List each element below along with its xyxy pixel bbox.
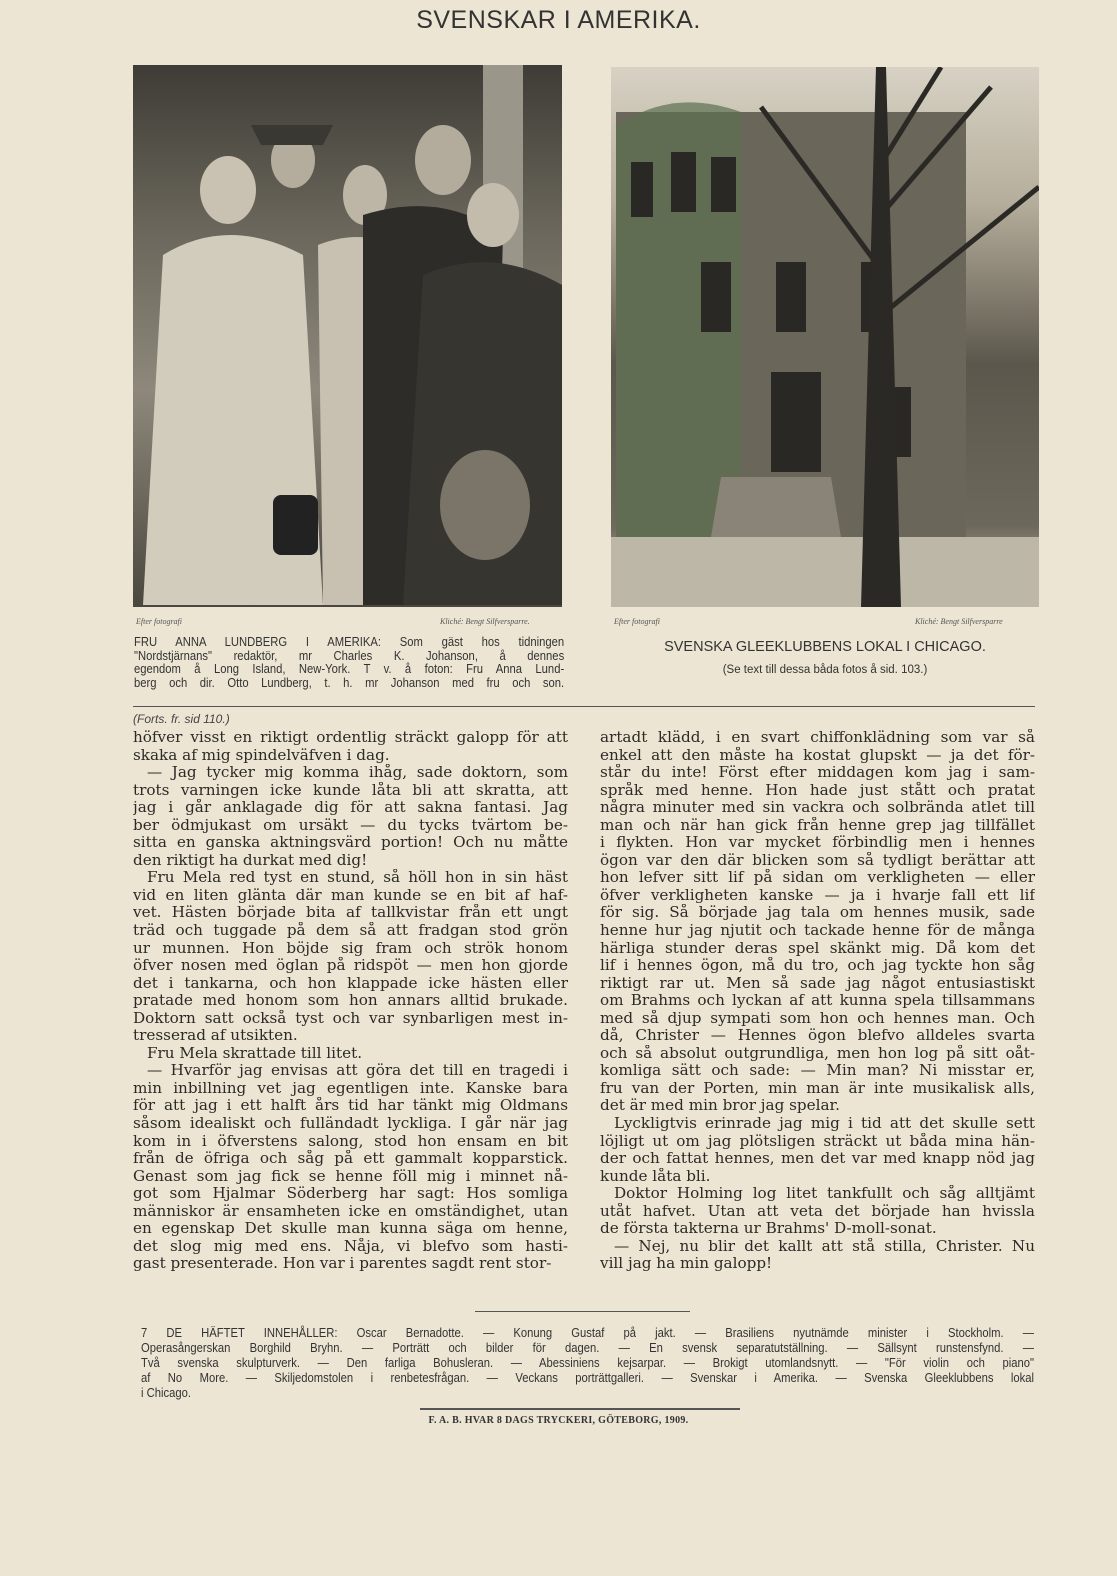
contents-line: Operasångerskan Borghild Bryhn. — Porträtt och bilder för dagen. — En svensk separatutställning. — Sällsynt runstensfynd. — — [141, 1341, 1034, 1355]
article-line: träd och tuggade på dem så att fradgan stod grön — [133, 922, 568, 940]
article-line: — Nej, nu blir det kallt att stå stilla, Christer. Nu — [614, 1237, 1035, 1255]
article-line: såsom idealiskt och fulländadt lyckliga. I går när jag — [133, 1115, 568, 1133]
article-line: för sig. Så började jag tala om hennes musik, sade — [600, 904, 1035, 922]
divider — [420, 1408, 740, 1410]
photo-credit-source-right: Efter fotografi — [614, 617, 660, 626]
article-line: det slog mig med ens. Nåja, vi blefvo som hasti- — [133, 1237, 568, 1255]
article-line: om Brahms och lyckan af att kunna spela tillsammans — [600, 992, 1035, 1010]
article-line: — Hvarför jag envisas att göra det till en tragedi i — [147, 1062, 568, 1080]
article-line: skaka af mig spindelväfven i dag. — [133, 746, 390, 764]
photo-lundberg-family — [133, 65, 562, 607]
article-line: från de öfriga och såg på ett gammalt kopparstick. — [133, 1150, 568, 1168]
article-line: ber ödmjukast om ursäkt — du tycks tvärtom be- — [133, 816, 568, 834]
article-line: man och när han gick från henne grep jag tillfället — [600, 816, 1035, 834]
article-line: hon lefver sitt lif på sidan om verkligheten — eller — [600, 869, 1035, 887]
article-line: Fru Mela red tyst en stund, så höll hon in sin häst — [147, 869, 568, 887]
page-title: SVENSKAR I AMERIKA. — [416, 6, 701, 34]
article-line: språk med henne. Hon hade just stått och pratat — [600, 781, 1035, 799]
article-line: öfver nosen med öglan på ridspöt — men hon gjorde — [133, 957, 568, 975]
contents-line: af No More. — Skiljedomstolen i renbetesfrågan. — Veckans porträttgalleri. — Svenskar i Amerika. — Svenska Gleeklubbens lokal — [141, 1371, 1034, 1385]
article-line: trots varningen icke kunde låta bli att skratta, att — [133, 781, 568, 799]
article-line: höfver visst en riktigt ordentlig sträckt galopp för att — [133, 729, 568, 746]
article-line: en egenskap Det skulle man kunna säga om henne, — [133, 1220, 568, 1238]
contents-line: 7 DE HÄFTET INNEHÅLLER: Oscar Bernadotte. — Konung Gustaf på jakt. — Brasiliens nyutnämde minister i Stockholm. — — [141, 1326, 1034, 1340]
article-line: Fru Mela skrattade till litet. — [147, 1044, 363, 1062]
printer-imprint: F. A. B. HVAR 8 DAGS TRYCKERI, GÖTEBORG, 1909. — [428, 1415, 689, 1426]
caption-left — [134, 636, 564, 690]
article-line: lif i hennes ögon, må du tro, och jag tyckte hon såg — [600, 957, 1035, 975]
article-line: utåt hafvet. Utan att veta det började han hvissla — [600, 1202, 1035, 1220]
article-line: de första takterna ur Brahms' D-moll-sonat. — [600, 1220, 937, 1238]
article-line: då, Christer — Hennes ögon blefvo alldeles svarta — [600, 1027, 1035, 1045]
article-line: Doktorn satt också tyst och var synbarligen mest in- — [133, 1009, 568, 1027]
caption-line: FRU ANNA LUNDBERG I AMERIKA: Som gäst hos tidningen — [134, 635, 565, 649]
article-line: vet. Hästen började bita af tallkvistar från ett ungt — [133, 904, 568, 922]
article-line: der och fattat hennes, men det var med knapp nöd jag — [600, 1150, 1035, 1168]
caption-right-title: SVENSKA GLEEKLUBBENS LOKAL I CHICAGO. — [664, 639, 986, 655]
article-line: komliga sätt och sade: — Min man? Ni misstar er, — [600, 1062, 1035, 1080]
article-line: min inbillning vet jag egentligen inte. Kanske bara — [133, 1079, 568, 1097]
caption-line: berg och dir. Otto Lundberg, t. h. mr Johanson med fru och son. — [134, 675, 565, 690]
article-line: kom in i öfverstens salong, stod hon ensam en bit — [133, 1132, 568, 1150]
article-line: riktigt rar ut. Men så sade jag något entusiastiskt — [600, 974, 1035, 992]
article-column-left — [133, 729, 568, 1273]
article-line: sitta en ganska aktningsvärd portion! Och nu måtte — [133, 834, 568, 852]
caption-line: "Nordstjärnans" redaktör, mr Charles K. Johanson, å dennes — [134, 648, 565, 663]
article-line: enkel att den måste ha kostat glupskt — ja det för- — [600, 746, 1035, 764]
article-line: pratade med honom som hon annars alltid brukade. — [133, 992, 568, 1010]
article-line: några minuter med sin vackra och solbrända atlet till — [600, 799, 1035, 817]
article-line: Lyckligtvis erinrade jag mig i tid att det skulle sett — [614, 1115, 1035, 1133]
article-line: det i tankarna, och hon klappade icke hästen eller — [133, 974, 568, 992]
article-line: artadt klädd, i en svart chiffonklädning som var så — [600, 729, 1035, 746]
article-line: människor är ensamheten icke en omständighet, utan — [133, 1202, 568, 1220]
article-line: i flykten. Hon var mycket förbindlig men i hennes — [600, 834, 1035, 852]
article-line: står du inte! Först efter middagen kom jag i sam- — [600, 764, 1035, 782]
photo-credit-source-left: Efter fotografi — [136, 617, 182, 626]
article-line: öfver verkligheten kanske — ja i hvarje fall ett lif — [600, 886, 1035, 904]
photo-gleeklubben-building — [611, 67, 1039, 607]
group-portrait-image — [133, 65, 562, 607]
article-line: löjligt ut om jag plötsligen sträckt ut båda mina hän- — [600, 1132, 1035, 1150]
caption-right-note: (Se text till dessa båda fotos å sid. 103.) — [722, 664, 928, 676]
issue-contents — [141, 1326, 1034, 1401]
contents-line: i Chicago. — [141, 1386, 192, 1400]
article-line: fru van der Porten, min man är inte musikalisk alls, — [600, 1079, 1035, 1097]
article-line: — Jag tycker mig komma ihåg, sade doktorn, som — [147, 764, 568, 782]
contents-line: Två svenska skulpturverk. — Den farliga Bohusleran. — Abessiniens kejsarpar. — Brokigt utomlandsnytt. — "För violin och piano" — [141, 1356, 1034, 1370]
article-line: den riktigt ha durkat med dig! — [133, 851, 368, 869]
article-line: got som Hjalmar Söderberg har sagt: Hos somliga — [133, 1185, 568, 1203]
article-line: härliga stunder deras spel skänkt mig. Då kom det — [600, 939, 1035, 957]
caption-line: egendom å Long Island, New-York. T v. å foton: Fru Anna Lund- — [134, 662, 565, 676]
article-line: vill jag ha min galopp! — [600, 1255, 773, 1273]
article-column-right — [600, 729, 1035, 1273]
photo-credit-cliche-left: Kliché: Bengt Silfversparre. — [440, 617, 530, 626]
article-line: med så djup sympati som hon och hennes man. Och — [600, 1009, 1035, 1027]
article-line: gast presenterade. Hon var i parentes sagdt rent stor- — [133, 1255, 552, 1273]
article-line: vid en liten glänta där man kunde se en bit af haf- — [133, 886, 568, 904]
article-line: Doktor Holming log litet tankfullt och såg alltjämt — [614, 1185, 1035, 1203]
divider — [475, 1311, 690, 1312]
divider — [133, 706, 1035, 707]
article-line: henne hur jag njutit och tackade henne för de många — [600, 922, 1035, 940]
article-line: tresserad af utsikten. — [133, 1027, 298, 1045]
article-line: för att jag i ett halft års tid har tänkt mig Oldmans — [133, 1097, 568, 1115]
continued-note: (Forts. fr. sid 110.) — [133, 712, 230, 726]
article-line: ögon var den där blicken som så tydligt berättar att — [600, 851, 1035, 869]
photo-credit-cliche-right: Kliché: Bengt Silfversparre — [915, 617, 1003, 626]
article-line: ur munnen. Hon böjde sig fram och strök honom — [133, 939, 568, 957]
article-line: kunde låta bli. — [600, 1167, 711, 1185]
article-line: det är med min bror jag spelar. — [600, 1097, 840, 1115]
building-image — [611, 67, 1039, 607]
article-line: Genast som jag fick se henne föll mig i minnet nå- — [133, 1167, 568, 1185]
article-line: jag i går anklagade dig för att sakna fantasi. Jag — [133, 799, 568, 817]
article-line: och så absolut outgrundliga, men hon log på sitt oåt- — [600, 1044, 1035, 1062]
